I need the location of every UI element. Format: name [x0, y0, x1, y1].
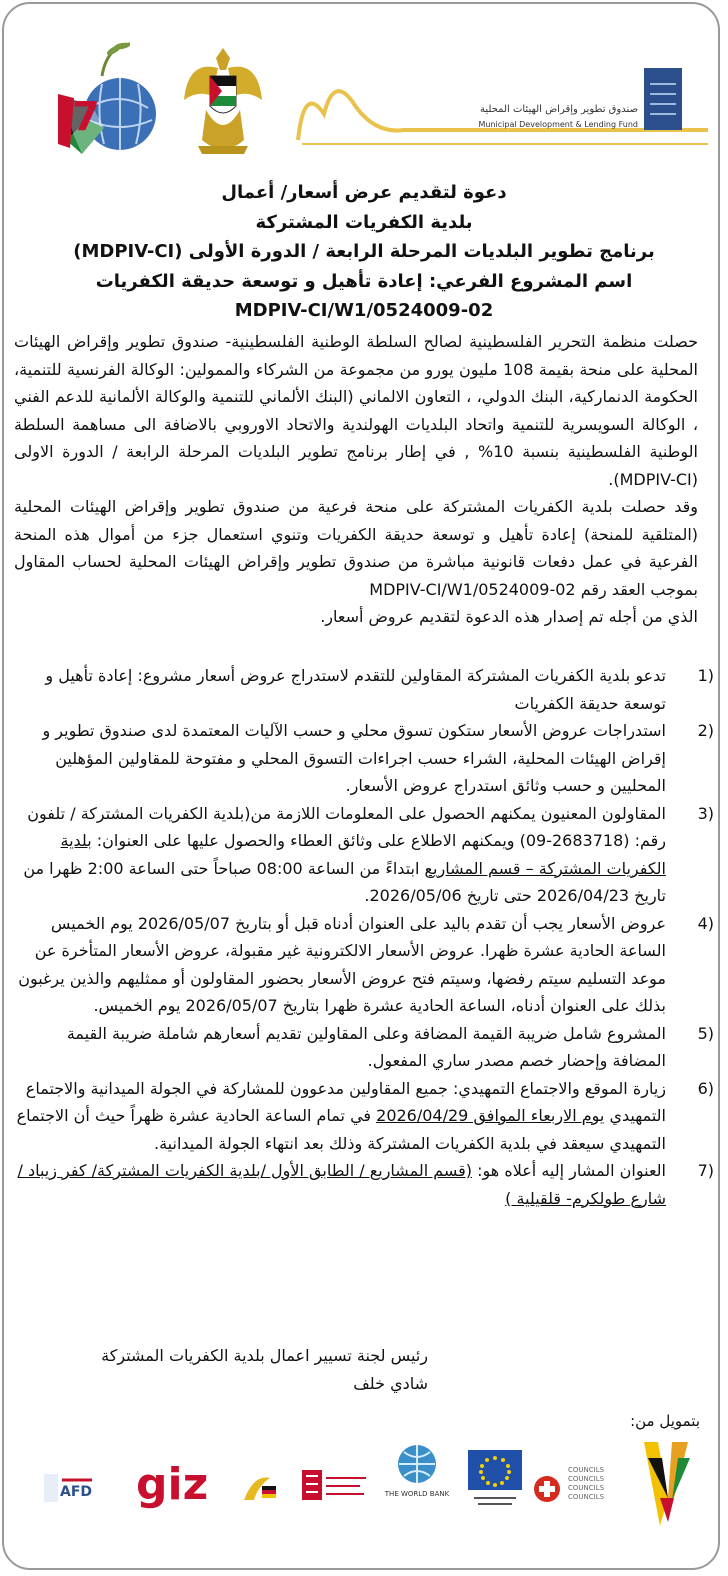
svg-text:7: 7 [72, 94, 100, 140]
conditions-list [14, 662, 720, 1212]
heading-subproject: اسم المشروع الفرعي: إعادة تأهيل و توسعة حديقة الكفريات [95, 270, 633, 292]
list-item [14, 910, 720, 1020]
intro-paragraph-3: الذي من أجله تم إصدار هذه الدعوة لتقديم عروض أسعار. [320, 607, 698, 626]
svg-text:AFD: AFD [60, 1484, 93, 1500]
item-text: تدعو بلدية الكفريات المشتركة المقاولين للتقدم لاستدراج عروض أسعار مشروع: إعادة تأهيل و توسعة حديقة الكفريات [45, 666, 666, 713]
mdlf-logo [294, 44, 708, 154]
palestine-colors-logo [638, 1438, 696, 1530]
list-item [14, 1157, 720, 1212]
german-cooperation-logo [240, 1470, 280, 1506]
world-bank-logo: THE WORLD BANK [382, 1442, 452, 1522]
giz-logo: giz [136, 1459, 209, 1510]
item-date-underlined: يوم الاربعاء الموافق 2026/04/29 [376, 1106, 605, 1125]
item-text: المقاولون المعنيون يمكنهم الحصول على المعلومات اللازمة من(بلدية الكفريات المشتركة / تلفون رقم: (2683718-09) ويمكنهم الاطلاع على وثائق العطاء والحصول عليها على العنوان: [27, 803, 666, 850]
item-text: زيارة الموقع والاجتماع التمهيدي: جميع المقاولين مدعوون للمشاركة في الجولة الميدانية والاجتماع التمهيدي [25, 1078, 666, 1125]
denmark-logo [300, 1466, 370, 1506]
palestine-eagle-emblem [178, 40, 268, 160]
mdlf-wave-graphic [294, 44, 708, 154]
heading-title: دعوة لتقديم عرض أسعار/ أعمال [221, 182, 507, 203]
item-number: 1) [697, 666, 714, 685]
header-logos [0, 26, 728, 176]
item-number: 2) [697, 721, 714, 740]
intro-paragraph-1: حصلت منظمة التحرير الفلسطينية لصالح السلطة الوطنية الفلسطينية- صندوق تطوير وإقراض الهيئات المحلية على منحة بقيمة 108 مليون يورو من مجموعة من الشركاء والممولين: الوكالة الفرنسية للتنمية، الحكومة الدنماركية، البنك الدولي، ، التعاون الالماني (البنك الألماني للتنمية والوكالة الألمانية للدعم الفني ، الوكالة السويسرية للتنمية واتحاد البلديات الهولندية والاتحاد الاوروبي بالاضافة الى مساهمة السلطة الوطنية الفلسطينية بنسبة 10% , في إطار برنامج تطوير البلديات المرحلة الرابعة / الدورة الاولى (MDPIV-CI). [14, 332, 698, 489]
list-item [14, 1020, 720, 1075]
plo-globe-logo [52, 36, 162, 166]
item-number: 5) [697, 1023, 714, 1043]
heading-municipality: بلدية الكفريات المشتركة [255, 211, 473, 233]
signature-name: شادي خلف [353, 1374, 428, 1393]
item-number: 3) [697, 803, 714, 823]
item-text: استدراجات عروض الأسعار ستكون تسوق محلي و حسب الآليات المعتمدة لدى صندوق تطوير و إقراض الهيئات المحلية، الشراء حسب اجراءات التسوق المحلي و مفتوحة للمقاولين المؤهلين المحليين و حسب وثائق استدراج عروض الأسعار. [42, 721, 666, 795]
item-number: 4) [697, 913, 714, 933]
eu-logo [466, 1448, 524, 1510]
funder-logos [20, 1430, 708, 1550]
list-item [14, 662, 720, 717]
afd-logo [42, 1468, 100, 1508]
item-text: ابتداءً من الساعة 08:00 صباحاً حتى الساعة 2:00 ظهرا من تاريخ 2026/04/23 حتى تاريخ 2026/05/06. [23, 858, 666, 905]
mdlf-name-ar: صندوق تطوير وإقراض الهيئات المحلية [480, 104, 638, 115]
item-number: 7) [697, 1161, 714, 1180]
signature-title: رئيس لجنة تسيير اعمال بلدية الكفريات المشتركة [101, 1346, 428, 1365]
vng-logo: COUNCILS COUNCILS COUNCILS COUNCILS [568, 1466, 605, 1501]
item-text: عروض الأسعار يجب أن تقدم باليد على العنوان أدناه قبل أو بتاريخ 2026/05/07 يوم الخميس الساعة الحادية عشرة ظهرا. عروض الأسعار الالكترونية غير مقبولة، عروض الأسعار المتأخرة عن موعد التسليم سيتم رفضها، وسيتم فتح عروض الأسعار بحضور المقاولون أو ممثليهم والذين يرغبون بذلك على العنوان أدناه، الساعة الحادية عشرة ظهرا بتاريخ 2026/05/07 يوم الخميس. [18, 913, 666, 1015]
intro-body [14, 328, 698, 631]
heading-program: برنامج تطوير البلديات المرحلة الرابعة / الدورة الأولى (MDPIV-CI) [73, 241, 655, 262]
item-address-underlined: (قسم المشاريع / الطابق الأول /بلدية الكفريات المشتركة/ كفر زيباد / شارع طولكرم- قلقيلية ) [17, 1161, 666, 1208]
announcement-headings [10, 178, 718, 326]
list-item [14, 717, 720, 800]
intro-paragraph-2: وقد حصلت بلدية الكفريات المشتركة على منحة فرعية من صندوق تطوير وإقراض الهيئات المحلية (المتلقية للمنحة) إعادة تأهيل و توسعة حديقة الكفريات وتنوي استعمال جزء من أموال هذه المنحة الفرعية في عمل دفعات قانونية مباشرة من صندوق تطوير وإقراض الهيئات المحلية لحساب المقاول بموجب العقد رقم MDPIV-CI/W1/0524009-02 [14, 497, 698, 599]
mdlf-name-en: Municipal Development & Lending Fund [478, 120, 638, 129]
heading-contract-number: MDPIV-CI/W1/0524009-02 [234, 300, 494, 321]
funding-label: بتمويل من: [630, 1412, 700, 1430]
swiss-cross-icon [532, 1474, 562, 1504]
item-address-underlined: بلدية الكفريات المشتركة – قسم المشاريع [60, 831, 666, 878]
item-number: 6) [697, 1078, 714, 1098]
list-item [14, 800, 720, 910]
item-text: المشروع شامل ضريبة القيمة المضافة وعلى المقاولين تقديم أسعارهم شاملة ضريبة القيمة المضافة وإحضار خصم مصدر ساري المفعول. [66, 1023, 666, 1070]
signature-block [22, 1342, 728, 1398]
world-bank-globe-icon [395, 1442, 439, 1486]
list-item [14, 1075, 720, 1158]
item-text: في تمام الساعة الحادية عشرة ظهراً حيث أن الاجتماع التمهيدي سيعقد في بلدية الكفريات المشتركة وذلك بعد انتهاء الجولة الميدانية. [16, 1106, 666, 1153]
item-text: العنوان المشار إليه أعلاه هو: [472, 1161, 666, 1180]
